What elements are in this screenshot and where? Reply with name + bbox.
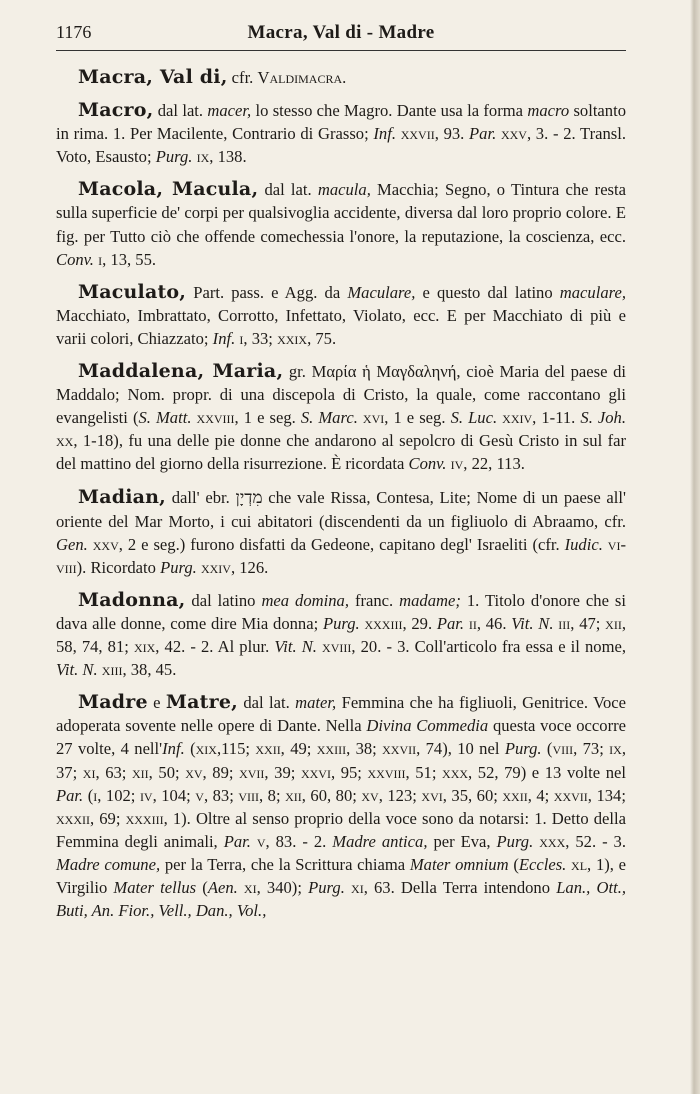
entry-text: xxiv,	[497, 408, 537, 428]
cross-reference: Valdimacra.	[257, 68, 347, 87]
entry-text: dal latino	[185, 590, 262, 610]
entry-text: xviii,	[316, 637, 356, 657]
headword: Matre,	[165, 691, 238, 714]
entry-text: 123;	[382, 785, 422, 805]
entry-text: maculare,	[559, 282, 626, 302]
entry-macra	[56, 66, 626, 89]
page-header	[56, 22, 626, 48]
entry-text: Lan., Ott., Buti, An. Fior., Vell., Dan., Vol.,	[56, 878, 626, 921]
entry-text: Purg.	[155, 147, 193, 167]
entry-madre	[56, 691, 626, 922]
entry-text: Vit. N.	[274, 637, 317, 657]
entry-text: madame;	[399, 590, 461, 610]
entry-text: 46.	[480, 613, 512, 633]
entry-text: 1 e seg.	[388, 408, 451, 428]
entry-text: 83. - 2.	[269, 831, 333, 851]
entry-text: 38, 45.	[126, 660, 177, 680]
entry-text: ix,	[192, 147, 214, 167]
entry-text: S. Joh.	[580, 408, 627, 428]
headword: Macro,	[78, 99, 154, 122]
entry-text: e questo dal latino	[415, 282, 560, 302]
entry-text: xix,	[195, 739, 222, 759]
entry-text: xxx,	[533, 831, 570, 851]
entry-text: xii,	[285, 785, 306, 805]
running-title: Macra, Val di - Madre	[247, 22, 435, 43]
entry-text: xxiii,	[316, 739, 351, 759]
entry-text: ii,	[464, 613, 481, 633]
headword: Macra, Val di,	[78, 66, 228, 88]
entry-text: Purg.	[496, 831, 534, 851]
headword: Madre	[78, 691, 148, 714]
entry-text: Purg.	[160, 557, 197, 577]
entry-text: soltanto in rima. 1. Per Macilente, Contrario di Grasso;	[56, 101, 627, 144]
entry-text: xiii,	[97, 660, 127, 680]
entry-text: i,	[235, 328, 248, 348]
entry-text: 13, 55.	[106, 249, 157, 269]
entry-maculato	[56, 281, 626, 350]
entry-text: 20. - 3. Coll'articolo fra essa e il nome,	[355, 637, 626, 657]
entry-text: ix,	[609, 739, 626, 759]
entry-text: xxv,	[87, 534, 123, 554]
entry-text: xxviii,	[191, 408, 239, 428]
entry-text: Aen.	[207, 878, 238, 897]
entry-text: xxvii,	[553, 785, 592, 805]
entry-macro	[56, 99, 626, 168]
entry-text: vi-viii).	[56, 534, 626, 577]
entry-text: xxvi,	[300, 762, 336, 782]
page-edge-shadow	[690, 0, 700, 1094]
headword: Macola, Macula,	[78, 178, 259, 201]
entry-text: iii,	[553, 613, 575, 633]
header-rule	[56, 50, 626, 51]
entry-text: mea domina,	[261, 590, 349, 610]
entry-text: xxii,	[255, 739, 285, 759]
entry-text: xxxiii,	[359, 613, 407, 633]
entry-text: xix,	[133, 637, 160, 657]
entry-text: viii,	[238, 785, 264, 805]
entry-text: 74), 10 nel	[420, 739, 505, 759]
entry-text: Madre comune,	[56, 854, 161, 874]
entry-text: S. Luc.	[450, 408, 498, 428]
entry-text: xxx,	[442, 762, 473, 782]
entry-text: Part. pass. e Agg. da	[186, 282, 348, 302]
entry-maddalena	[56, 360, 626, 475]
entry-text: 83;	[208, 785, 239, 805]
entry-text: 138.	[213, 147, 247, 167]
entry-text: 8;	[263, 785, 286, 805]
entry-text: xvi,	[357, 408, 389, 428]
entry-text: Femmina che ha figliuoli, Genitrice. Voce adoperata sovente nelle opere di Dante. Nella	[56, 693, 627, 736]
entry-text: per la Terra, che la Scrittura chiama	[160, 854, 410, 874]
entry-text: 52. - 3.	[569, 831, 627, 851]
entry-text: 52, 79) e 13 volte nel	[472, 762, 626, 782]
entry-text: gr. Μαρία ἡ Μαγδαληνή, cioè Maria del paese di Maddalo; Nom. propr. di una discepola di Cristo, la quale, come raccontano gli evangelisti (	[56, 362, 626, 428]
entry-text: 134;	[591, 785, 626, 805]
entry-text: 29.	[406, 613, 437, 633]
headword: Maddalena, Maria,	[78, 360, 284, 383]
entry-text: v,	[195, 785, 209, 805]
entry-text: Iudic.	[564, 534, 603, 554]
entry-text: 1 e seg.	[238, 408, 301, 428]
entry-text: 39;	[268, 762, 301, 782]
entry-text: 60, 80;	[305, 785, 362, 805]
entry-text: 69;	[94, 808, 126, 828]
entry-text: Eccles.	[518, 854, 567, 874]
entry-text: 1), e Virgilio	[56, 854, 627, 897]
entry-text: mater,	[295, 693, 337, 713]
entry-text: Conv.	[56, 249, 94, 269]
entry-text: xxviii,	[367, 762, 410, 782]
entry-text: 104;	[156, 785, 196, 805]
headword: Madonna,	[78, 588, 186, 611]
entry-text: e	[147, 693, 166, 713]
entry-text: 38;	[350, 739, 383, 759]
entry-text: 3. - 2. Transl. Voto, Esausto;	[56, 124, 627, 167]
entry-text: xxv,	[496, 124, 532, 144]
entry-text: S. Matt.	[138, 408, 192, 428]
entry-text: Inf.	[162, 739, 185, 759]
entry-text: Vit. N.	[511, 613, 554, 633]
entry-text: Purg.	[504, 739, 542, 759]
entry-text: 1). Oltre al senso proprio della voce sono da notarsi: 1. Detto della Femmina degli animali,	[56, 808, 626, 851]
entry-text: v,	[250, 831, 270, 851]
entry-text: dall' ebr.	[166, 487, 236, 507]
entry-text: 47;	[574, 613, 606, 633]
entry-text: Par.	[469, 124, 497, 144]
entry-text: Divina Commedia	[366, 716, 489, 736]
entry-text: dal lat.	[153, 101, 208, 121]
entry-text: i,	[93, 785, 102, 805]
entry-text: 63;	[99, 762, 132, 782]
entry-text: 75.	[311, 328, 337, 348]
entry-madian	[56, 486, 626, 579]
entry-text: cfr.	[227, 68, 258, 87]
entry-text: 73;	[577, 739, 610, 759]
entry-text: Inf.	[373, 124, 396, 144]
entry-text: lo stesso che Magro. Dante usa la forma	[251, 101, 528, 121]
entry-text: i,	[93, 249, 107, 269]
entry-text: xii,	[605, 613, 626, 633]
entry-text: Mater omnium	[409, 854, 509, 874]
entry-text: Purg.	[308, 878, 345, 897]
entry-text: (	[508, 854, 519, 874]
entry-text: 33;	[247, 328, 278, 348]
entry-text: Macchia; Segno, o Tintura che resta sulla superficie de' corpi per qualsivoglia accidente, diversa dal loro proprio colore. E fig. per Tutto ciò che offende comechessia l'onore, la reputazione, la coscienza, ecc.	[56, 180, 626, 246]
entry-text: per Eva,	[427, 831, 497, 851]
entry-text: 4;	[531, 785, 554, 805]
entry-text: (	[196, 878, 208, 897]
entry-text: Par.	[56, 785, 84, 805]
entry-text: xi,	[82, 762, 100, 782]
entry-text: viii,	[552, 739, 578, 759]
entry-text: 63. Della Terra intendono	[367, 878, 557, 897]
entry-text: xxxiii,	[125, 808, 168, 828]
entry-text: 95;	[335, 762, 368, 782]
entry-text: xxiv,	[196, 557, 236, 577]
entry-text: xx,	[56, 431, 78, 451]
entry-text: xii,	[132, 762, 153, 782]
entry-text: iv,	[446, 454, 468, 474]
entry-text: 340);	[260, 878, 309, 897]
entry-text: iv,	[139, 785, 157, 805]
entry-text: xv,	[361, 785, 383, 805]
entry-text: (	[541, 739, 553, 759]
entry-text: 58, 74, 81;	[56, 637, 134, 657]
entry-text: 102;	[101, 785, 140, 805]
entry-text: macro	[527, 101, 570, 121]
entry-text: xvi,	[421, 785, 447, 805]
entry-text: questa voce occorre 27 volte, 4 nell'	[56, 716, 626, 759]
entry-text: dal lat.	[258, 180, 318, 200]
entry-text: Conv.	[408, 454, 447, 474]
entry-text: xl,	[566, 854, 592, 874]
entry-text: 51;	[409, 762, 443, 782]
entry-text: Ricordato	[86, 557, 161, 577]
entry-text: 126.	[235, 557, 269, 577]
entry-text: Gen.	[56, 534, 88, 554]
headword: Maculato,	[78, 280, 187, 303]
entry-text: che vale Rissa, Contesa, Lite; Nome di un paese all' oriente del Mar Morto, i cui abitatori (discendenti da un figliuolo di Abraamo, cfr.	[56, 487, 626, 531]
entry-text: Madre antica,	[332, 831, 428, 851]
entry-text: xvii,	[239, 762, 269, 782]
entry-text: xxvii,	[382, 739, 421, 759]
entry-text: 89;	[206, 762, 240, 782]
entry-text: xi,	[237, 878, 261, 897]
entry-text: xxxii,	[56, 808, 95, 828]
entry-text: 1. Titolo d'onore che si dava alle donne, come dire Mia donna;	[56, 590, 626, 633]
hebrew-word: מִדְיָן	[235, 487, 263, 508]
entry-text: S. Marc.	[300, 408, 358, 428]
entry-text: 2 e seg.) furono disfatti da Gedeone, capitano degl' Israeliti (cfr.	[122, 534, 565, 554]
entry-text: 37;	[56, 762, 83, 782]
entry-text: 42. - 2. Al plur.	[159, 637, 275, 657]
entry-text: Inf.	[212, 328, 236, 348]
entry-text: xv,	[185, 762, 207, 782]
entry-text: Purg.	[322, 613, 360, 633]
entry-text: xi,	[344, 878, 368, 897]
entry-text: (	[83, 785, 94, 805]
entry-text: 49;	[284, 739, 317, 759]
entry-text: xxii,	[502, 785, 532, 805]
entry-text: Par.	[223, 831, 251, 851]
entry-text: franc.	[348, 590, 400, 610]
page-number: 1176	[56, 22, 92, 42]
entry-text: macer,	[207, 101, 252, 121]
entry-text: macula,	[317, 180, 371, 200]
entry-text: Mater tellus	[113, 878, 197, 897]
entry-text: 22, 113.	[467, 454, 525, 474]
entry-text: 93.	[438, 124, 470, 144]
entry-text: 1-18), fu una delle pie donne che andarono al sepolcro di Gesù Cristo in sul far del mattino del giorno della risurrezione. È ricordata	[56, 431, 626, 474]
entry-text: 115;	[221, 739, 256, 759]
entry-madonna	[56, 589, 626, 681]
entry-text: xxvii,	[396, 124, 439, 144]
entry-text: Macchiato, Imbrattato, Corrotto, Infettato, Violato, ecc. E per Macchiato di più e varii colori, Chiazzato;	[56, 305, 626, 348]
entry-text: xxix,	[277, 328, 312, 348]
headword: Madian,	[78, 485, 166, 508]
entry-text: (	[184, 739, 196, 759]
entry-text: 35, 60;	[446, 785, 503, 805]
entry-text: dal lat.	[237, 693, 296, 713]
entry-text: 1-11.	[536, 408, 581, 428]
entry-text: 50;	[152, 762, 186, 782]
dictionary-body	[56, 66, 626, 932]
entry-text: Maculare,	[347, 282, 416, 302]
entry-text: Par.	[436, 613, 465, 633]
entry-macola	[56, 178, 626, 270]
entry-text: Vit. N.	[56, 660, 98, 680]
